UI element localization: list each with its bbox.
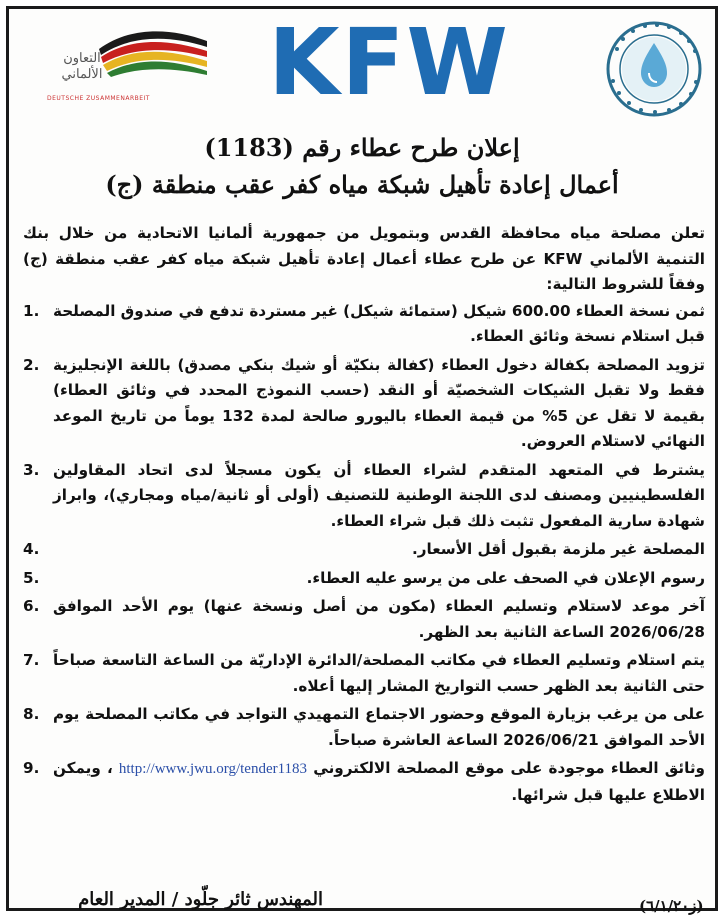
giz-text-line1: التعاون — [63, 51, 101, 66]
list-item — [23, 756, 705, 808]
intro-paragraph: تعلن مصلحة مياه محافظة القدس وبتمويل من جمهورية ألمانيا الاتحادية من خلال بنك التنمية الألماني KFW عن طرح عطاء أعمال إعادة تأهيل شبكة مياه كفر عقب منطقة (ج) وفقاً للشروط التالية: — [23, 224, 705, 293]
deutsche-zusammenarbeit-text: DEUTSCHE ZUSAMMENARBEIT — [47, 95, 150, 102]
item-number: 8. — [23, 705, 40, 723]
item-text: تزويد المصلحة بكفالة دخول العطاء (كفالة بنكيّة أو شيك بنكي مصدق) باللغة الإنجليزية فقط ولا تقبل الشيكات الشخصيّة أو النقد (حسب النموذج المحدد في وثائق العطاء) بقيمة لا تقل عن 5% من قيمة العطاء باليورو صالحة لمدة 132 يوماً من تاريخ الموعد النهائي لاستلام العروض. — [53, 355, 705, 450]
item-text: ثمن نسخة العطاء 600.00 شيكل (ستمائة شيكل) غير مستردة تدفع في صندوق المصلحة قبل استلام نسخة وثائق العطاء. — [52, 301, 705, 345]
tender-url-link[interactable]: http://www.jwu.org/tender1183 — [118, 761, 308, 777]
kfw-logo — [267, 9, 511, 116]
kfw-logo-text: KFW — [268, 9, 510, 116]
item-text: آخر موعد لاستلام وتسليم العطاء (مكون من أصل ونسخة عنها) يوم الأحد الموافق 2026/06/28 الساعة الثانية بعد الظهر. — [53, 597, 705, 641]
item-text: المصلحة غير ملزمة بقبول أقل الأسعار. — [411, 540, 705, 558]
list-item — [23, 648, 705, 699]
conditions-list — [23, 299, 705, 809]
german-cooperation-logo — [29, 23, 209, 102]
item-number: 7. — [23, 651, 40, 669]
list-item — [23, 702, 705, 753]
water-utility-seal — [599, 19, 709, 119]
tender-titles — [9, 131, 715, 203]
item-text: وثائق العطاء موجودة على موقع المصلحة الالكتروني — [313, 759, 705, 777]
list-item — [23, 353, 705, 455]
item-number: 3. — [23, 460, 40, 479]
item-text: يتم استلام وتسليم العطاء في مكاتب المصلحة/الدائرة الإداريّة من الساعة التاسعة صباحاً حتى الثانية بعد الظهر حسب التواريخ المشار إليها أعلاه. — [53, 651, 705, 695]
item-number: 2. — [23, 355, 40, 374]
reference-number: (ز٦/١/٢٠) — [639, 897, 704, 915]
item-number: 6. — [23, 597, 40, 615]
list-item — [23, 299, 705, 350]
list-item — [23, 594, 705, 645]
tender-body — [23, 221, 705, 811]
item-number: 9. — [23, 759, 40, 777]
item-number: 5. — [23, 568, 40, 587]
signature: المهندس ثائر جلّود / المدير العام — [78, 889, 323, 910]
item-number: 4. — [23, 540, 40, 558]
list-item — [23, 458, 705, 535]
item-text: ، ويمكن الاطلاع عليها قبل شرائها. — [53, 759, 705, 804]
item-text: رسوم الإعلان في الصحف على من يرسو عليه العطاء. — [306, 568, 705, 587]
advertisement-frame — [6, 6, 718, 915]
logo-header — [9, 9, 715, 127]
giz-text-line2: الألماني — [61, 67, 103, 82]
tender-subtitle: أعمال إعادة تأهيل شبكة مياه كفر عقب منطقة (ج) — [105, 170, 619, 199]
list-item — [23, 537, 705, 563]
item-number: 1. — [23, 301, 40, 320]
tender-title: إعلان طرح عطاء رقم (1183) — [204, 133, 520, 162]
water-drop-seal-icon — [599, 19, 709, 119]
item-text: على من يرغب بزيارة الموقع وحضور الاجتماع التمهيدي التواجد في مكاتب المصلحة يوم الأحد الموافق 2026/06/21 الساعة العاشرة صباحاً. — [53, 705, 705, 749]
list-item — [23, 566, 705, 592]
german-cooperation-text — [53, 51, 111, 83]
item-text: يشترط في المتعهد المتقدم لشراء العطاء أن يكون مسجلاً لدى اتحاد المقاولين الفلسطينيين ومصنف لدى اللجنة الوطنية للتصنيف (أولى أو ثانية/مياه ومجاري)، وابراز شهادة سارية المفعول تثبت ذلك قبل شراء العطاء. — [53, 460, 705, 530]
